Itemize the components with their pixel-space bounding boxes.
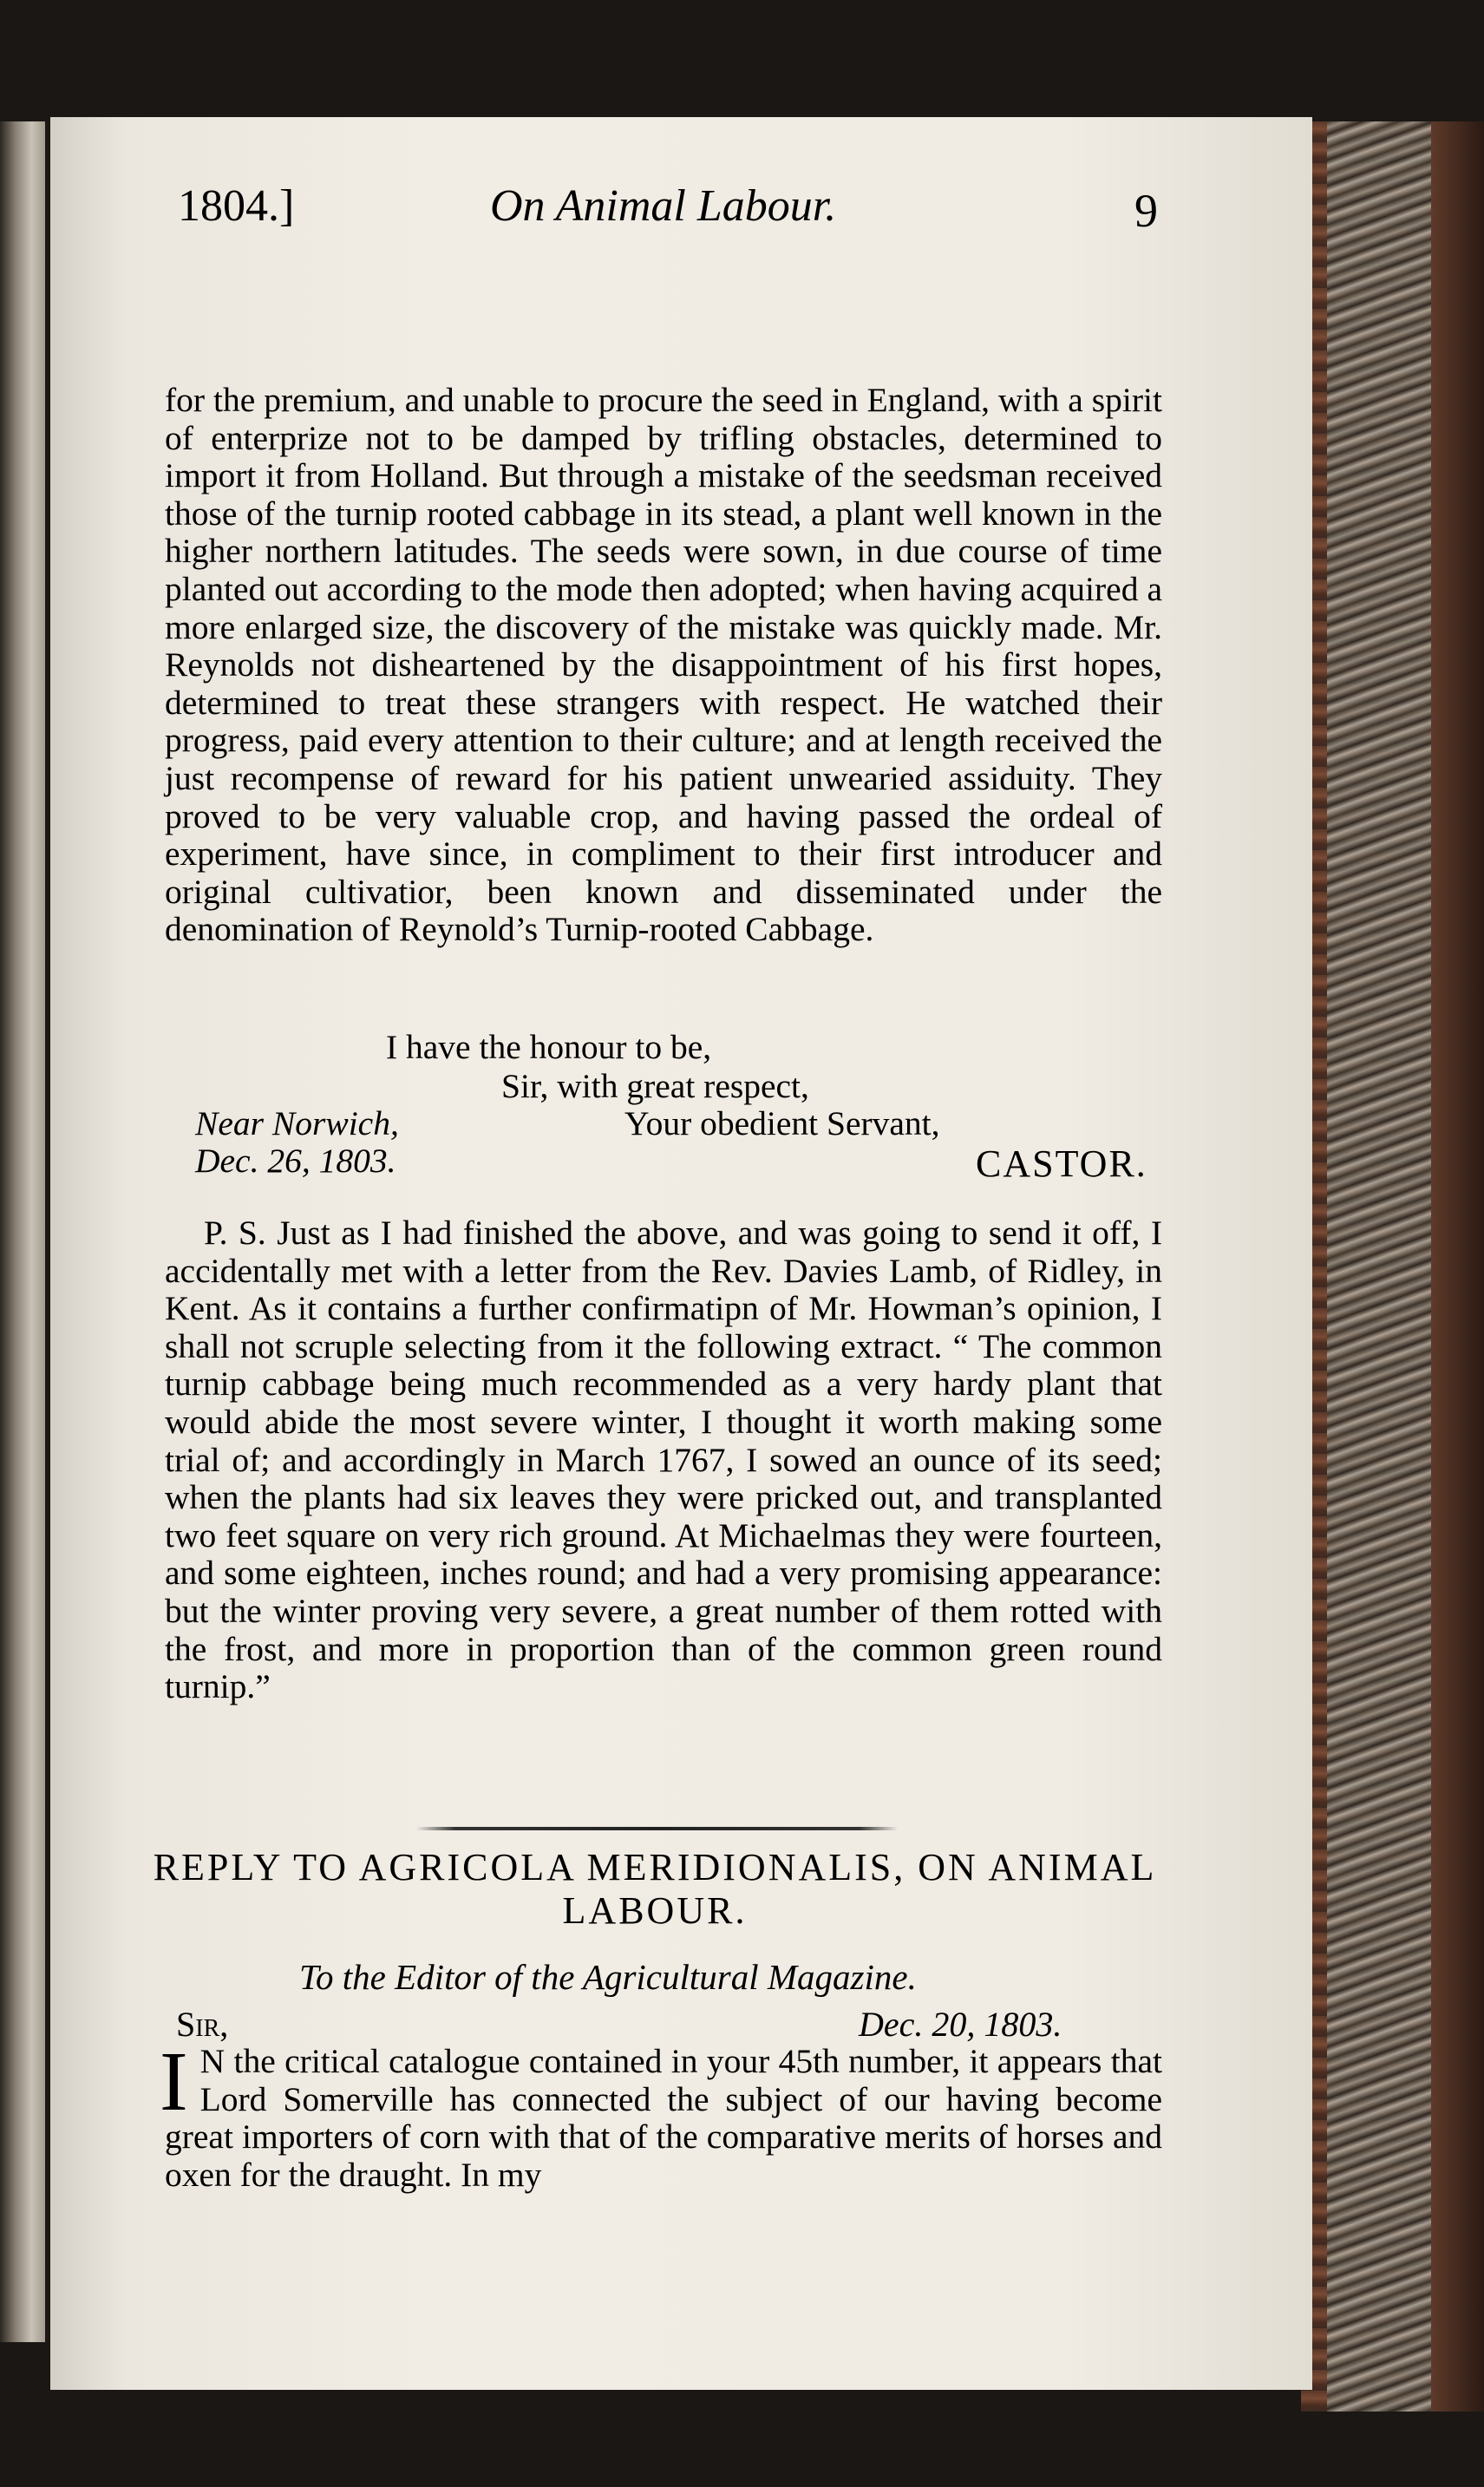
article-date <box>859 2004 1062 2045</box>
book-right-edge <box>1301 121 1484 2412</box>
page-number: 9 <box>1134 185 1158 237</box>
body-paragraph-text: for the premium, and unable to procure the seed in England, with a spirit of enterprize not to be damped by trifling obstacles, determined to import it from Holland. But through a mistake of the seedsman received those of the turnip rooted cabbage in its stead, a plant well known in the higher northern latitudes. The seeds were sown, in due course of time planted out according to the mode then adopted; when having acquired a more enlarged size, the discovery of the mistake was quickly made. Mr. Reynolds not disheartened by the disappointment of his first hopes, determined to treat these strangers with respect. He watched their progress, paid every attention to their culture; and at length received the just recompense of reward for his patient unwearied assiduity. They proved to be very valuable crop, and having passed the ordeal of experiment, have since, in compliment to their first introducer and original cultivatior, been known and disseminated under the denomination of Reynold’s Turnip-rooted Cabbage. <box>165 381 1162 949</box>
closing-servant: Your obedient Servant, <box>624 1104 940 1142</box>
article-date-text: Dec. 20, 1803. <box>859 2005 1062 2044</box>
postscript-text: P. S. Just as I had finished the above, and was going to send it off, I accidentally met with a letter from the Rev. Davies Lamb, of Ridley, in Kent. As it contains a further confirmatipn of Mr. Howman’s opinion, I shall not scruple selecting from it the following extract. “ The common turnip cabbage being much recommended as a very hardy plant that would abide the most severe winter, I thought it worth making some trial of; and accordingly in March 1767, I sowed an ounce of its seed; when the plants had six leaves they were pricked out, and transplanted two feet square on very rich ground. At Michaelmas they were fourteen, and some eighteen, inches round; and had a very promising appearance: but the winter proving very severe, a great number of them rotted with the frost, and more in proportion than of the common green round turnip.” <box>165 1214 1162 1706</box>
header-year: 1804.] <box>178 181 295 231</box>
article-first-paragraph <box>160 2035 1162 2194</box>
article-addressee: To the Editor of the Agricultural Magazine. <box>299 1957 917 1997</box>
leather-binding <box>1431 121 1484 2412</box>
running-header <box>178 180 1158 237</box>
book-left-page-edge <box>0 121 45 2342</box>
article-title: REPLY TO AGRICOLA MERIDIONALIS, ON ANIMAL LABOUR. <box>153 1846 1157 1932</box>
drop-cap: I <box>160 2035 188 2129</box>
closing-line-respect: Sir, with great respect, <box>501 1067 809 1105</box>
article-salutation: Sir, <box>176 2005 229 2044</box>
header-title: On Animal Labour. <box>490 181 837 231</box>
postscript <box>165 1214 1162 1706</box>
body-paragraph <box>165 382 1162 949</box>
closing-date: Dec. 26, 1803. <box>195 1142 396 1180</box>
article-first-paragraph-text: N the critical catalogue contained in your 45th number, it appears that Lord Somerville has connected the subject of our having become great importers of corn with that of the comparative merits of horses and oxen for the draught. In my <box>165 2042 1162 2194</box>
signature: CASTOR. <box>976 1142 1147 1185</box>
closing-place: Near Norwich, <box>195 1104 399 1142</box>
closing-line-honour: I have the honour to be, <box>386 1028 712 1066</box>
section-divider <box>416 1827 898 1830</box>
